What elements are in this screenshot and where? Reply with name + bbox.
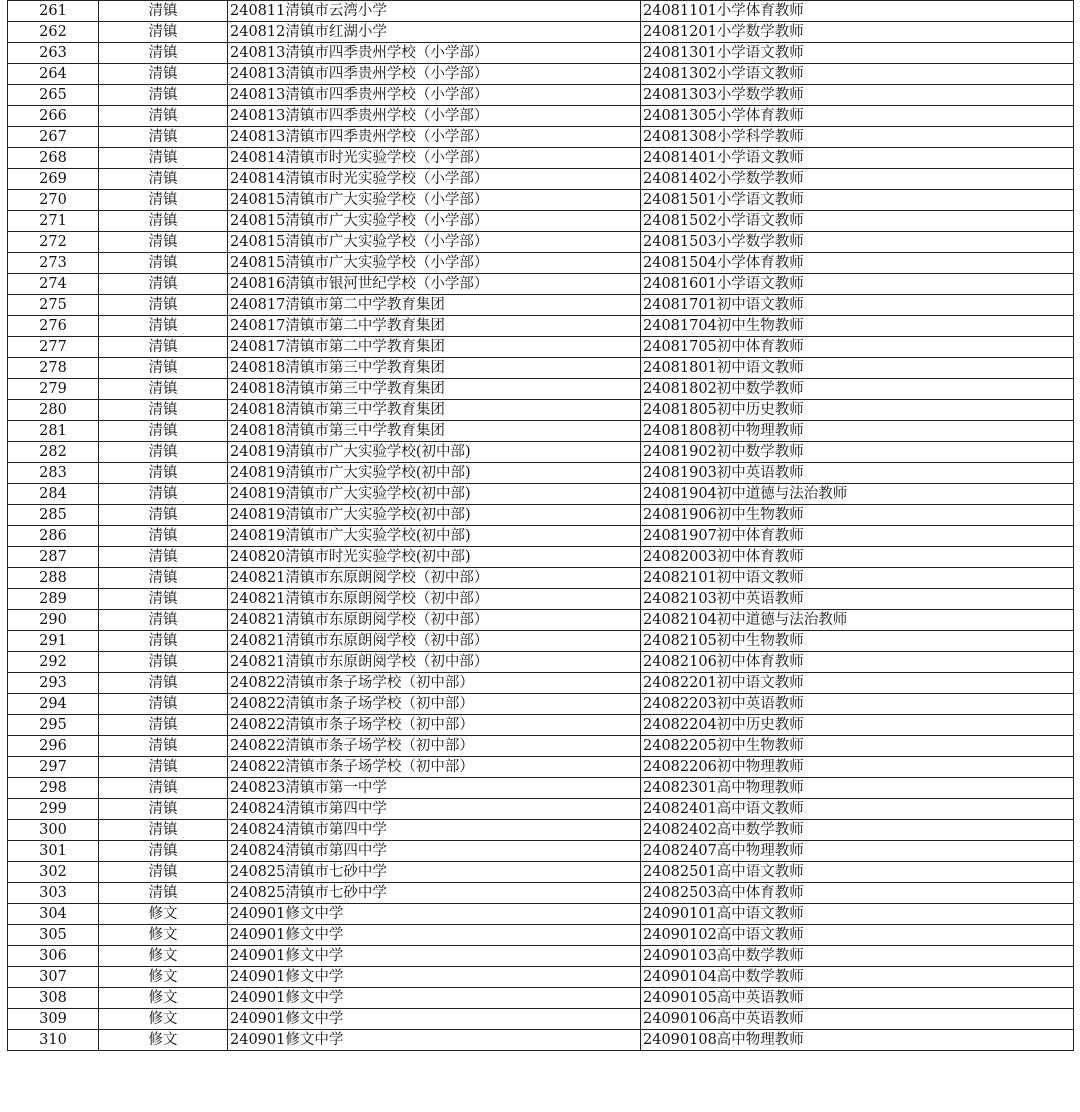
district-cell: 清镇 [99, 64, 228, 85]
school-cell: 240901修文中学 [228, 988, 641, 1009]
table-row [8, 211, 1074, 232]
school-cell: 240818清镇市第三中学教育集团 [228, 358, 641, 379]
row-number-cell: 306 [8, 946, 99, 967]
position-cell: 24081301小学语文教师 [641, 43, 1074, 64]
district-cell: 修文 [99, 904, 228, 925]
school-cell: 240815清镇市广大实验学校（小学部） [228, 253, 641, 274]
table-row [8, 883, 1074, 904]
table-row [8, 337, 1074, 358]
table-row [8, 967, 1074, 988]
position-cell: 24090108高中物理教师 [641, 1030, 1074, 1051]
row-number-cell: 285 [8, 505, 99, 526]
district-cell: 清镇 [99, 106, 228, 127]
row-number-cell: 304 [8, 904, 99, 925]
table-row [8, 1030, 1074, 1051]
district-cell: 修文 [99, 1009, 228, 1030]
position-cell: 24082501高中语文教师 [641, 862, 1074, 883]
district-cell: 清镇 [99, 862, 228, 883]
school-cell: 240815清镇市广大实验学校（小学部） [228, 190, 641, 211]
position-cell: 24090105高中英语教师 [641, 988, 1074, 1009]
table-row [8, 547, 1074, 568]
table-row [8, 715, 1074, 736]
school-cell: 240817清镇市第二中学教育集团 [228, 337, 641, 358]
table-body [8, 1, 1074, 1051]
table-row [8, 526, 1074, 547]
district-cell: 清镇 [99, 190, 228, 211]
table-row [8, 1009, 1074, 1030]
district-cell: 修文 [99, 925, 228, 946]
position-cell: 24082301高中物理教师 [641, 778, 1074, 799]
school-cell: 240820清镇市时光实验学校(初中部) [228, 547, 641, 568]
position-cell: 24081906初中生物教师 [641, 505, 1074, 526]
position-cell: 24081801初中语文教师 [641, 358, 1074, 379]
district-cell: 清镇 [99, 148, 228, 169]
table-row [8, 169, 1074, 190]
table-row [8, 1, 1074, 22]
district-cell: 清镇 [99, 778, 228, 799]
school-cell: 240818清镇市第三中学教育集团 [228, 379, 641, 400]
row-number-cell: 295 [8, 715, 99, 736]
position-cell: 24081401小学语文教师 [641, 148, 1074, 169]
row-number-cell: 296 [8, 736, 99, 757]
row-number-cell: 301 [8, 841, 99, 862]
school-cell: 240813清镇市四季贵州学校（小学部） [228, 64, 641, 85]
school-cell: 240901修文中学 [228, 904, 641, 925]
table-row [8, 148, 1074, 169]
table-row [8, 43, 1074, 64]
table-row [8, 274, 1074, 295]
position-cell: 24082101初中语文教师 [641, 568, 1074, 589]
table-row [8, 904, 1074, 925]
row-number-cell: 264 [8, 64, 99, 85]
row-number-cell: 292 [8, 652, 99, 673]
school-cell: 240822清镇市条子场学校（初中部） [228, 673, 641, 694]
school-cell: 240821清镇市东原朗阅学校（初中部） [228, 652, 641, 673]
row-number-cell: 266 [8, 106, 99, 127]
position-cell: 24082503高中体育教师 [641, 883, 1074, 904]
school-cell: 240822清镇市条子场学校（初中部） [228, 757, 641, 778]
district-cell: 清镇 [99, 505, 228, 526]
school-cell: 240819清镇市广大实验学校(初中部) [228, 526, 641, 547]
district-cell: 清镇 [99, 400, 228, 421]
school-cell: 240818清镇市第三中学教育集团 [228, 400, 641, 421]
row-number-cell: 278 [8, 358, 99, 379]
school-cell: 240818清镇市第三中学教育集团 [228, 421, 641, 442]
row-number-cell: 269 [8, 169, 99, 190]
row-number-cell: 263 [8, 43, 99, 64]
school-cell: 240814清镇市时光实验学校（小学部） [228, 169, 641, 190]
table-row [8, 778, 1074, 799]
district-cell: 清镇 [99, 631, 228, 652]
row-number-cell: 261 [8, 1, 99, 22]
position-cell: 24090103高中数学教师 [641, 946, 1074, 967]
school-cell: 240819清镇市广大实验学校(初中部) [228, 442, 641, 463]
district-cell: 清镇 [99, 295, 228, 316]
row-number-cell: 276 [8, 316, 99, 337]
position-cell: 24081402小学数学教师 [641, 169, 1074, 190]
district-cell: 清镇 [99, 547, 228, 568]
district-cell: 清镇 [99, 673, 228, 694]
table-row [8, 106, 1074, 127]
table-row [8, 127, 1074, 148]
school-cell: 240821清镇市东原朗阅学校（初中部） [228, 610, 641, 631]
school-cell: 240824清镇市第四中学 [228, 799, 641, 820]
position-cell: 24081705初中体育教师 [641, 337, 1074, 358]
district-cell: 清镇 [99, 820, 228, 841]
row-number-cell: 298 [8, 778, 99, 799]
position-cell: 24082402高中数学教师 [641, 820, 1074, 841]
row-number-cell: 310 [8, 1030, 99, 1051]
district-cell: 清镇 [99, 85, 228, 106]
table-row [8, 316, 1074, 337]
district-cell: 清镇 [99, 316, 228, 337]
school-cell: 240821清镇市东原朗阅学校（初中部） [228, 589, 641, 610]
district-cell: 修文 [99, 988, 228, 1009]
table-row [8, 841, 1074, 862]
school-cell: 240811清镇市云湾小学 [228, 1, 641, 22]
table-row [8, 946, 1074, 967]
table-row [8, 505, 1074, 526]
school-cell: 240822清镇市条子场学校（初中部） [228, 715, 641, 736]
district-cell: 清镇 [99, 1, 228, 22]
row-number-cell: 287 [8, 547, 99, 568]
position-cell: 24090101高中语文教师 [641, 904, 1074, 925]
school-cell: 240815清镇市广大实验学校（小学部） [228, 211, 641, 232]
district-cell: 修文 [99, 967, 228, 988]
table-row [8, 295, 1074, 316]
district-cell: 清镇 [99, 799, 228, 820]
table-row [8, 631, 1074, 652]
position-cell: 24082106初中体育教师 [641, 652, 1074, 673]
school-cell: 240813清镇市四季贵州学校（小学部） [228, 127, 641, 148]
school-cell: 240825清镇市七砂中学 [228, 862, 641, 883]
row-number-cell: 300 [8, 820, 99, 841]
district-cell: 修文 [99, 1030, 228, 1051]
table-row [8, 379, 1074, 400]
school-cell: 240813清镇市四季贵州学校（小学部） [228, 85, 641, 106]
district-cell: 清镇 [99, 358, 228, 379]
row-number-cell: 262 [8, 22, 99, 43]
row-number-cell: 265 [8, 85, 99, 106]
row-number-cell: 308 [8, 988, 99, 1009]
school-cell: 240819清镇市广大实验学校(初中部) [228, 505, 641, 526]
position-cell: 24081805初中历史教师 [641, 400, 1074, 421]
row-number-cell: 277 [8, 337, 99, 358]
district-cell: 清镇 [99, 274, 228, 295]
table-row [8, 442, 1074, 463]
position-cell: 24082104初中道德与法治教师 [641, 610, 1074, 631]
district-cell: 清镇 [99, 211, 228, 232]
row-number-cell: 291 [8, 631, 99, 652]
position-cell: 24081904初中道德与法治教师 [641, 484, 1074, 505]
table-row [8, 589, 1074, 610]
row-number-cell: 302 [8, 862, 99, 883]
table-row [8, 610, 1074, 631]
table-row [8, 421, 1074, 442]
position-cell: 24082003初中体育教师 [641, 547, 1074, 568]
row-number-cell: 293 [8, 673, 99, 694]
table-row [8, 484, 1074, 505]
table-row [8, 232, 1074, 253]
row-number-cell: 267 [8, 127, 99, 148]
district-cell: 清镇 [99, 43, 228, 64]
school-cell: 240817清镇市第二中学教育集团 [228, 316, 641, 337]
school-cell: 240901修文中学 [228, 925, 641, 946]
table-row [8, 988, 1074, 1009]
row-number-cell: 273 [8, 253, 99, 274]
table-row [8, 652, 1074, 673]
school-cell: 240813清镇市四季贵州学校（小学部） [228, 106, 641, 127]
table-row [8, 358, 1074, 379]
row-number-cell: 299 [8, 799, 99, 820]
district-cell: 清镇 [99, 22, 228, 43]
position-cell: 24081501小学语文教师 [641, 190, 1074, 211]
district-cell: 清镇 [99, 484, 228, 505]
district-cell: 清镇 [99, 715, 228, 736]
table-row [8, 736, 1074, 757]
school-cell: 240822清镇市条子场学校（初中部） [228, 736, 641, 757]
row-number-cell: 274 [8, 274, 99, 295]
district-cell: 清镇 [99, 253, 228, 274]
school-cell: 240823清镇市第一中学 [228, 778, 641, 799]
position-cell: 24081903初中英语教师 [641, 463, 1074, 484]
row-number-cell: 275 [8, 295, 99, 316]
row-number-cell: 268 [8, 148, 99, 169]
row-number-cell: 281 [8, 421, 99, 442]
table-row [8, 253, 1074, 274]
row-number-cell: 282 [8, 442, 99, 463]
position-cell: 24082201初中语文教师 [641, 673, 1074, 694]
position-cell: 24081808初中物理教师 [641, 421, 1074, 442]
district-cell: 清镇 [99, 694, 228, 715]
district-cell: 清镇 [99, 883, 228, 904]
table-row [8, 463, 1074, 484]
position-cell: 24081303小学数学教师 [641, 85, 1074, 106]
school-cell: 240901修文中学 [228, 1009, 641, 1030]
school-cell: 240819清镇市广大实验学校(初中部) [228, 484, 641, 505]
position-cell: 24081504小学体育教师 [641, 253, 1074, 274]
school-cell: 240814清镇市时光实验学校（小学部） [228, 148, 641, 169]
table-row [8, 190, 1074, 211]
position-cell: 24081101小学体育教师 [641, 1, 1074, 22]
position-cell: 24090106高中英语教师 [641, 1009, 1074, 1030]
row-number-cell: 286 [8, 526, 99, 547]
row-number-cell: 290 [8, 610, 99, 631]
school-cell: 240901修文中学 [228, 946, 641, 967]
table-row [8, 673, 1074, 694]
table-row [8, 85, 1074, 106]
school-cell: 240817清镇市第二中学教育集团 [228, 295, 641, 316]
row-number-cell: 297 [8, 757, 99, 778]
row-number-cell: 309 [8, 1009, 99, 1030]
district-cell: 清镇 [99, 568, 228, 589]
district-cell: 清镇 [99, 442, 228, 463]
position-cell: 24081308小学科学教师 [641, 127, 1074, 148]
table-row [8, 820, 1074, 841]
school-cell: 240816清镇市银河世纪学校（小学部） [228, 274, 641, 295]
row-number-cell: 307 [8, 967, 99, 988]
district-cell: 清镇 [99, 589, 228, 610]
position-cell: 24081302小学语文教师 [641, 64, 1074, 85]
district-cell: 清镇 [99, 337, 228, 358]
position-cell: 24081704初中生物教师 [641, 316, 1074, 337]
position-cell: 24082103初中英语教师 [641, 589, 1074, 610]
row-number-cell: 289 [8, 589, 99, 610]
table-row [8, 22, 1074, 43]
position-cell: 24081502小学语文教师 [641, 211, 1074, 232]
table-row [8, 925, 1074, 946]
school-cell: 240825清镇市七砂中学 [228, 883, 641, 904]
table-row [8, 64, 1074, 85]
school-cell: 240813清镇市四季贵州学校（小学部） [228, 43, 641, 64]
position-cell: 24081503小学数学教师 [641, 232, 1074, 253]
recruitment-table [7, 0, 1074, 1051]
school-cell: 240824清镇市第四中学 [228, 841, 641, 862]
row-number-cell: 271 [8, 211, 99, 232]
school-cell: 240824清镇市第四中学 [228, 820, 641, 841]
table-row [8, 568, 1074, 589]
district-cell: 清镇 [99, 610, 228, 631]
school-cell: 240901修文中学 [228, 967, 641, 988]
row-number-cell: 283 [8, 463, 99, 484]
position-cell: 24081907初中体育教师 [641, 526, 1074, 547]
district-cell: 清镇 [99, 841, 228, 862]
district-cell: 修文 [99, 946, 228, 967]
district-cell: 清镇 [99, 526, 228, 547]
position-cell: 24081701初中语文教师 [641, 295, 1074, 316]
district-cell: 清镇 [99, 736, 228, 757]
school-cell: 240901修文中学 [228, 1030, 641, 1051]
position-cell: 24081802初中数学教师 [641, 379, 1074, 400]
district-cell: 清镇 [99, 463, 228, 484]
position-cell: 24081201小学数学教师 [641, 22, 1074, 43]
row-number-cell: 294 [8, 694, 99, 715]
position-cell: 24090104高中数学教师 [641, 967, 1074, 988]
row-number-cell: 280 [8, 400, 99, 421]
table-row [8, 757, 1074, 778]
position-cell: 24082205初中生物教师 [641, 736, 1074, 757]
row-number-cell: 272 [8, 232, 99, 253]
table-row [8, 862, 1074, 883]
school-cell: 240822清镇市条子场学校（初中部） [228, 694, 641, 715]
position-cell: 24090102高中语文教师 [641, 925, 1074, 946]
school-cell: 240819清镇市广大实验学校(初中部) [228, 463, 641, 484]
position-cell: 24082203初中英语教师 [641, 694, 1074, 715]
row-number-cell: 288 [8, 568, 99, 589]
table-row [8, 400, 1074, 421]
district-cell: 清镇 [99, 757, 228, 778]
row-number-cell: 303 [8, 883, 99, 904]
position-cell: 24081601小学语文教师 [641, 274, 1074, 295]
district-cell: 清镇 [99, 421, 228, 442]
table-row [8, 799, 1074, 820]
position-cell: 24082407高中物理教师 [641, 841, 1074, 862]
position-cell: 24082105初中生物教师 [641, 631, 1074, 652]
position-cell: 24081305小学体育教师 [641, 106, 1074, 127]
district-cell: 清镇 [99, 127, 228, 148]
row-number-cell: 305 [8, 925, 99, 946]
position-cell: 24082206初中物理教师 [641, 757, 1074, 778]
position-cell: 24082401高中语文教师 [641, 799, 1074, 820]
school-cell: 240815清镇市广大实验学校（小学部） [228, 232, 641, 253]
row-number-cell: 279 [8, 379, 99, 400]
school-cell: 240821清镇市东原朗阅学校（初中部） [228, 631, 641, 652]
district-cell: 清镇 [99, 652, 228, 673]
school-cell: 240812清镇市红湖小学 [228, 22, 641, 43]
position-cell: 24082204初中历史教师 [641, 715, 1074, 736]
position-cell: 24081902初中数学教师 [641, 442, 1074, 463]
school-cell: 240821清镇市东原朗阅学校（初中部） [228, 568, 641, 589]
row-number-cell: 284 [8, 484, 99, 505]
table-row [8, 694, 1074, 715]
district-cell: 清镇 [99, 169, 228, 190]
district-cell: 清镇 [99, 232, 228, 253]
row-number-cell: 270 [8, 190, 99, 211]
district-cell: 清镇 [99, 379, 228, 400]
